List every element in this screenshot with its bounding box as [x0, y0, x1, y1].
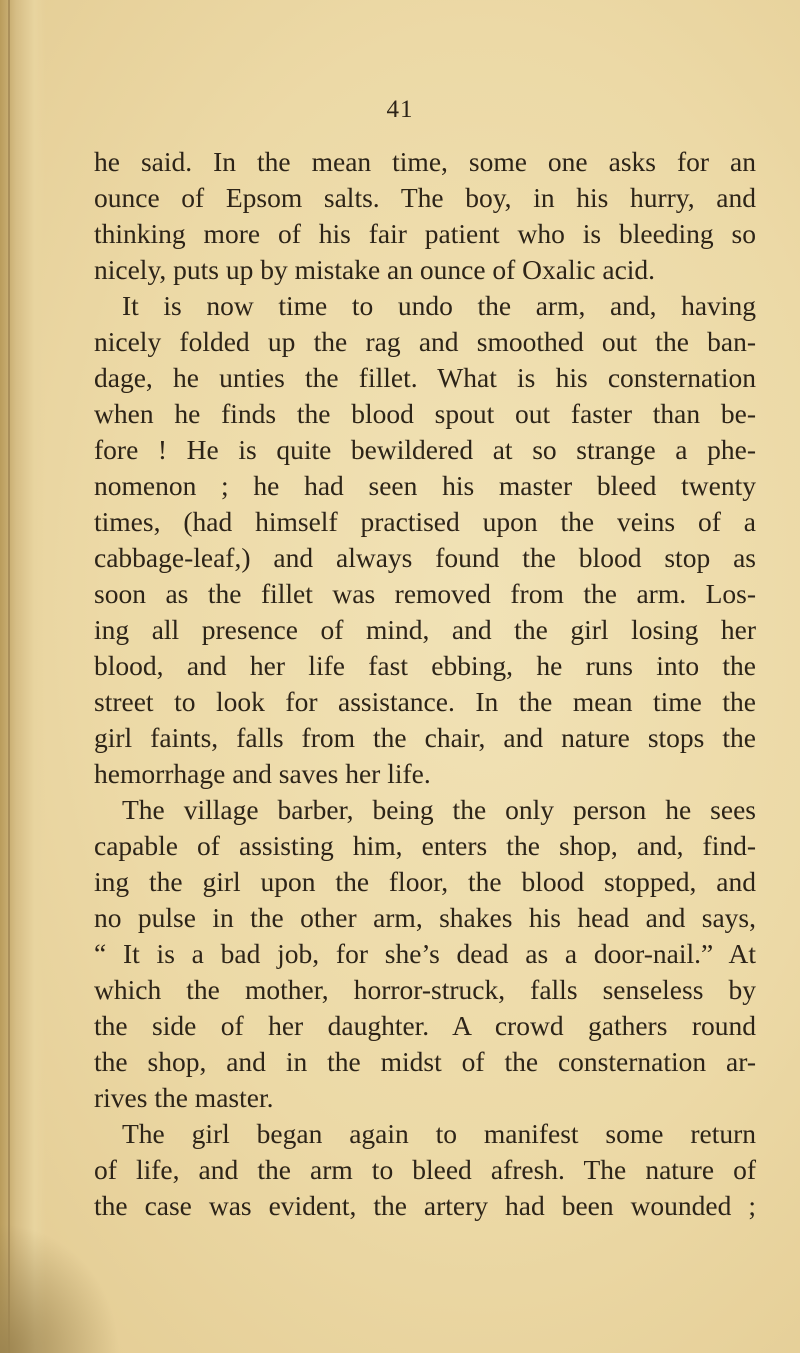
text-line: he said. In the mean time, some one asks for an — [94, 146, 756, 177]
text-line: girl faints, falls from the chair, and nature stops the — [94, 722, 756, 753]
page-gutter-shadow — [0, 0, 46, 1353]
text-line: dage, he unties the fillet. What is his consternation — [94, 362, 756, 393]
page-number: 41 — [386, 96, 414, 123]
text-line: “ It is a bad job, for she’s dead as a door-nail.” At — [94, 938, 756, 969]
text-line: times, (had himself practised upon the veins of a — [94, 506, 756, 537]
text-line: rives the master. — [94, 1082, 274, 1113]
text-line: street to look for assistance. In the mean time the — [94, 686, 756, 717]
text-line: the shop, and in the midst of the consternation ar- — [94, 1046, 756, 1077]
text-line: ounce of Epsom salts. The boy, in his hurry, and — [94, 182, 756, 213]
text-line: hemorrhage and saves her life. — [94, 758, 431, 789]
text-line: soon as the fillet was removed from the arm. Los- — [94, 578, 756, 609]
text-line: It is now time to undo the arm, and, having — [122, 290, 756, 321]
text-line: nicely, puts up by mistake an ounce of Oxalic acid. — [94, 254, 656, 285]
text-line: nomenon ; he had seen his master bleed twenty — [94, 470, 756, 501]
text-line: nicely folded up the rag and smoothed out the ban- — [94, 326, 756, 357]
text-line: no pulse in the other arm, shakes his head and says, — [94, 902, 756, 933]
text-line: which the mother, horror-struck, falls senseless by — [94, 974, 756, 1005]
text-line: of life, and the arm to bleed afresh. The nature of — [94, 1154, 756, 1185]
text-line: blood, and her life fast ebbing, he runs into the — [94, 650, 756, 681]
body-text — [94, 144, 756, 1224]
text-line: ing all presence of mind, and the girl losing her — [94, 614, 756, 645]
binding-edge — [8, 0, 10, 1353]
page-corner-stain — [0, 1223, 120, 1353]
text-line: ing the girl upon the floor, the blood stopped, and — [94, 866, 756, 897]
text-line: when he finds the blood spout out faster than be- — [94, 398, 756, 429]
text-line: The girl began again to manifest some return — [122, 1118, 756, 1149]
text-line: capable of assisting him, enters the shop, and, find- — [94, 830, 756, 861]
text-line: fore ! He is quite bewildered at so strange a phe- — [94, 434, 756, 465]
text-line: thinking more of his fair patient who is bleeding so — [94, 218, 756, 249]
text-line: the case was evident, the artery had been wounded ; — [94, 1190, 756, 1221]
text-line: The village barber, being the only person he sees — [122, 794, 756, 825]
text-line: cabbage-leaf,) and always found the blood stop as — [94, 542, 756, 573]
text-line: the side of her daughter. A crowd gathers round — [94, 1010, 756, 1041]
